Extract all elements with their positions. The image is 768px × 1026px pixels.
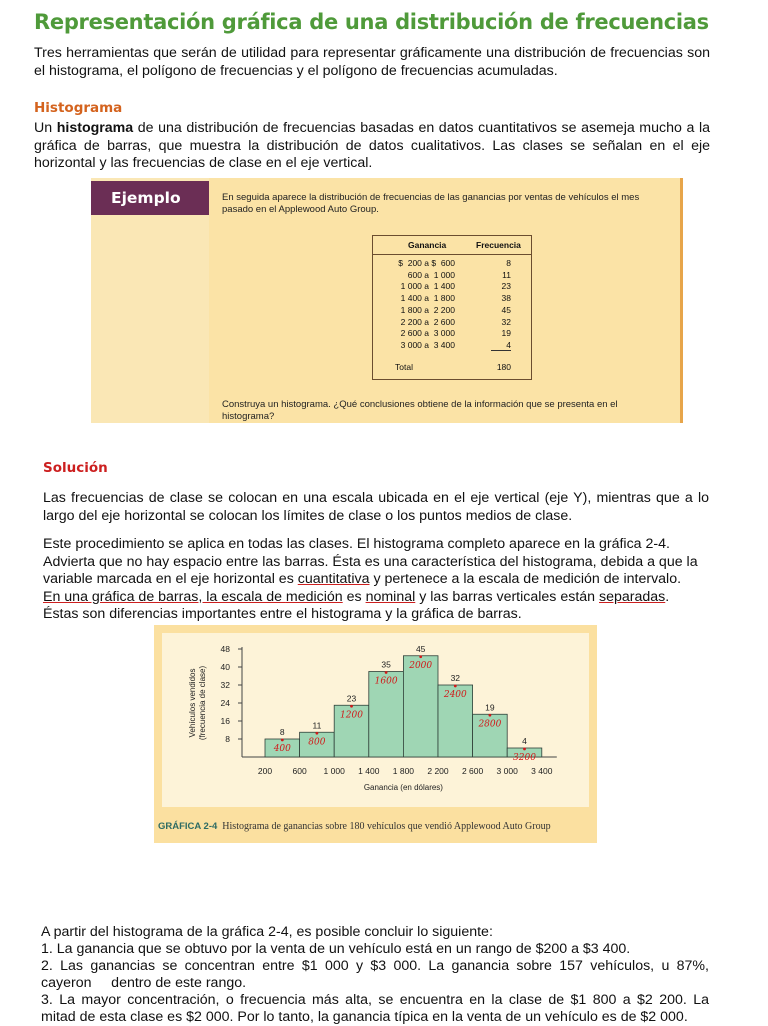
handwritten-midpoint: 3200 bbox=[513, 753, 536, 763]
table-cell-frecuencia: 8 bbox=[506, 258, 511, 268]
table-cell-frecuencia: 45 bbox=[501, 304, 511, 315]
conclusion-1: 1. La ganancia que se obtuvo por la venta de un vehículo está en un rango de $200 a $3 400. bbox=[41, 941, 631, 957]
bar-value-label: 8 bbox=[279, 727, 285, 737]
table-cell-frecuencia: 4 bbox=[506, 339, 511, 350]
solution-paragraph-2 bbox=[43, 536, 709, 624]
page-title: Representación gráfica de una distribución de frecuencias bbox=[34, 10, 709, 34]
header-frecuencia: Frecuencia bbox=[476, 240, 521, 250]
x-tick-label: 2 600 bbox=[461, 766, 484, 776]
example-question: Construya un histograma. ¿Qué conclusiones obtiene de la información que se presenta en el histograma? bbox=[222, 399, 618, 422]
total-value: 180 bbox=[496, 362, 511, 372]
figure-caption: GRÁFICA 2-4 Histograma de ganancias sobre 180 vehículos que vendió Applewood Auto Group bbox=[158, 821, 551, 832]
table-cell-ganancia: 600 a 1 000 bbox=[407, 269, 455, 280]
table-cell-ganancia: 1 000 a 1 400 bbox=[400, 281, 455, 292]
sp2-line-1: Este procedimiento se aplica en todas las clases. El histograma completo aparece en la gráfica 2-4. bbox=[43, 536, 670, 552]
y-axis-label-2: (frecuencia de clase) bbox=[198, 665, 207, 741]
handwritten-midpoint: 1200 bbox=[340, 710, 363, 721]
solution-heading: Solución bbox=[43, 460, 108, 476]
midpoint-dot bbox=[350, 705, 353, 708]
handwritten-midpoint: 800 bbox=[308, 737, 326, 748]
handwritten-midpoint: 1600 bbox=[374, 676, 398, 687]
histogram-figure bbox=[154, 625, 597, 843]
total-label: Total bbox=[395, 362, 413, 372]
handwritten-midpoint: 400 bbox=[273, 744, 291, 754]
conclusion-2-cont: cayeron dentro de este rango. bbox=[41, 975, 247, 991]
x-tick-label: 3 000 bbox=[496, 766, 518, 776]
table-header bbox=[373, 236, 531, 255]
midpoint-dot bbox=[385, 671, 388, 674]
midpoint-dot bbox=[316, 732, 319, 735]
midpoint-dot bbox=[454, 685, 457, 688]
conclusion-3: 3. La mayor concentración, o frecuencia más alta, se encuentra en la clase de $1 800 a $2 200. La bbox=[41, 992, 709, 1008]
midpoint-dot bbox=[419, 655, 422, 658]
sp2-line-4: En una gráfica de barras, la escala de medición es nominal y las barras verticales están separadas. bbox=[43, 588, 670, 605]
y-tick-label: 24 bbox=[220, 698, 230, 708]
handwritten-midpoint: 2800 bbox=[478, 719, 502, 730]
x-tick-label: 1 400 bbox=[358, 766, 380, 776]
chart-panel bbox=[162, 633, 589, 807]
table-cell-frecuencia: 19 bbox=[501, 328, 511, 339]
x-tick-label: 1 800 bbox=[392, 766, 415, 776]
header-ganancia: Ganancia bbox=[408, 240, 447, 250]
example-box bbox=[91, 178, 683, 423]
midpoint-dot bbox=[489, 714, 492, 717]
x-axis-label: Ganancia (en dólares) bbox=[363, 783, 443, 792]
bar-value-label: 32 bbox=[450, 673, 461, 683]
table-cell-frecuencia: 32 bbox=[501, 316, 511, 327]
bar-value-label: 23 bbox=[346, 693, 357, 704]
sp2-line-3: variable marcada en el eje horizontal es cuantitativa y pertenece a la escala de medición de intervalo. bbox=[43, 571, 682, 587]
table-cell-ganancia: 2 600 a 3 000 bbox=[400, 328, 455, 339]
conclusion-2: 2. Las ganancias se concentran entre $1 000 y $3 000. La ganancia sobre 157 vehículos, u 87%, bbox=[41, 958, 709, 974]
y-tick-label: 16 bbox=[220, 716, 230, 726]
bar-value-label: 4 bbox=[522, 736, 527, 746]
frequency-table bbox=[372, 235, 532, 380]
intro-paragraph: Tres herramientas que serán de utilidad para representar gráficamente una distribución de frecuencias son el histograma, el polígono de frecuencias y el polígono de frecuencias acumuladas. bbox=[34, 45, 710, 79]
table-cell-frecuencia: 38 bbox=[501, 293, 511, 304]
conclusions-intro: A partir del histograma de la gráfica 2-4, es posible concluir lo siguiente: bbox=[41, 924, 493, 940]
x-tick-label: 600 bbox=[292, 766, 307, 776]
midpoint-dot bbox=[523, 748, 526, 751]
conclusion-3-cont: mitad de esta clase es $2 000. Por lo tanto, la ganancia típica en la venta de un vehículo es de $2 000. bbox=[41, 1009, 688, 1025]
solution-paragraph-1: Las frecuencias de clase se colocan en una escala ubicada en el eje vertical (eje Y), mientras que a lo largo del eje horizontal se colocan los límites de clase o los puntos medios de clase. bbox=[43, 490, 709, 524]
example-tag: Ejemplo bbox=[91, 181, 209, 215]
x-tick-label: 1 000 bbox=[323, 766, 345, 776]
y-axis-label-1: Vehículos vendidos bbox=[188, 668, 197, 738]
example-intro: En seguida aparece la distribución de frecuencias de las ganancias por ventas de vehículos el mes pasado en el Applewood Auto Group. bbox=[222, 192, 640, 215]
bar-value-label: 45 bbox=[415, 643, 426, 654]
y-tick-label: 40 bbox=[220, 662, 230, 672]
bar-value-label: 11 bbox=[312, 720, 322, 731]
table-cell-frecuencia: 23 bbox=[501, 281, 511, 292]
handwritten-midpoint: 2000 bbox=[409, 660, 433, 671]
sp2-line-5: Éstas son diferencias importantes entre el histograma y la gráfica de barras. bbox=[43, 606, 522, 622]
table-cell-ganancia: 2 200 a 2 600 bbox=[400, 316, 455, 327]
histogram-heading: Histograma bbox=[34, 100, 123, 116]
x-tick-label: 3 400 bbox=[531, 766, 553, 776]
histogram-definition: Un histograma de una distribución de frecuencias basadas en datos cuantitativos se asemeja mucho a la gráfica de barras, que muestra la distribución de datos cualitativos. Las clases se señalan en el eje horizontal y las frecuencias de clase en el eje vertical. bbox=[34, 120, 710, 171]
x-tick-label: 2 200 bbox=[427, 766, 449, 776]
y-tick-label: 48 bbox=[220, 644, 230, 654]
table-cell-ganancia: 1 400 a 1 800 bbox=[400, 293, 455, 304]
midpoint-dot bbox=[281, 739, 284, 742]
histogram-bar bbox=[403, 656, 438, 757]
table-cell-frecuencia: 11 bbox=[502, 269, 511, 280]
bar-value-label: 19 bbox=[485, 702, 495, 713]
table-cell-ganancia: 1 800 a 2 200 bbox=[400, 304, 455, 315]
sp2-line-2: Advierta que no hay espacio entre las barras. Ésta es una característica del histograma, debida a que la bbox=[43, 553, 698, 570]
table-cell-ganancia: 3 000 a 3 400 bbox=[400, 339, 455, 350]
bar-value-label: 35 bbox=[381, 659, 391, 670]
x-tick-label: 200 bbox=[257, 766, 273, 776]
handwritten-midpoint: 2400 bbox=[443, 690, 467, 700]
y-tick-label: 32 bbox=[220, 680, 230, 690]
y-tick-label: 8 bbox=[225, 734, 230, 744]
histogram-chart bbox=[162, 633, 589, 807]
table-cell-ganancia: $ 200 a $ 600 bbox=[398, 258, 455, 268]
sum-rule bbox=[491, 350, 511, 351]
